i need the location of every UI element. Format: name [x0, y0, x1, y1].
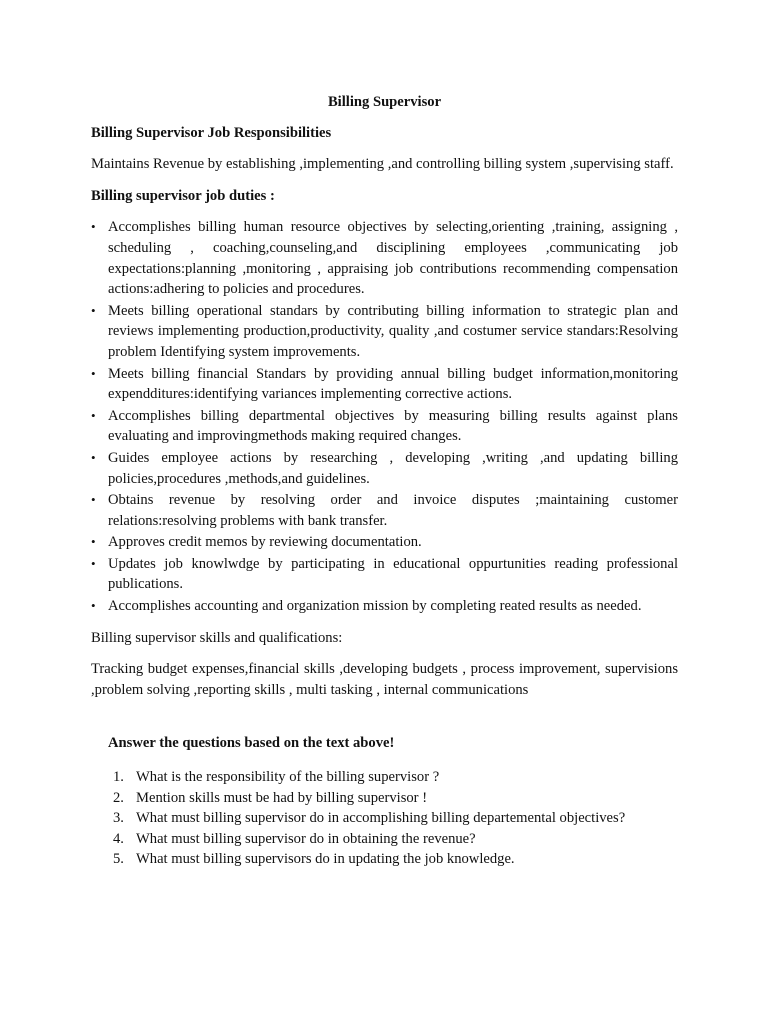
bullet-icon: • — [91, 302, 96, 318]
document-title: Billing Supervisor — [327, 94, 442, 110]
section-spacer — [91, 711, 678, 733]
duty-text: Meets billing financial Standars by providing annual billing budget information,monitoring expendditures:identifying variances implementing corrective actions. — [108, 365, 678, 403]
question-number: 1. — [113, 769, 124, 786]
duty-text: Approves credit memos by reviewing documentation. — [108, 534, 422, 551]
duty-text: Accomplishes billing departmental objectives by measuring billing results against plans evaluating and improvingmethods making required changes. — [108, 407, 678, 445]
question-number: 2. — [113, 789, 124, 806]
questions-heading: Answer the questions based on the text above! — [108, 735, 395, 752]
question-text: Mention skills must be had by billing supervisor ! — [136, 789, 428, 806]
duty-text: Guides employee actions by researching , developing ,writing ,and updating billing policies,procedures ,methods,and guidelines. — [108, 449, 678, 487]
list-item — [91, 364, 678, 405]
responsibilities-heading: Billing Supervisor Job Responsibilities — [91, 124, 332, 141]
responsibilities-text: Maintains Revenue by establishing ,implementing ,and controlling billing system ,supervising staff. — [91, 156, 674, 173]
duty-text: Updates job knowlwdge by participating in educational oppurtunities reading professional publications. — [108, 555, 678, 593]
list-item — [91, 448, 678, 489]
list-item — [91, 532, 678, 553]
bullet-icon: • — [91, 555, 96, 571]
bullet-icon: • — [91, 598, 96, 614]
list-item — [91, 849, 678, 870]
duty-text: Accomplishes billing human resource objectives by selecting,orienting ,training, assigning , scheduling , coaching,counseling,and disciplining employees ,communicating job expectations:planning ,monitoring , appraising job contributions recommending compensation actions:adhering to policies and procedures. — [108, 219, 678, 298]
duties-heading: Billing supervisor job duties : — [91, 187, 275, 204]
skills-text: Tracking budget expenses,financial skills ,developing budgets , process improvement, supervisions ,problem solving ,reporting skills , multi tasking , internal communications — [91, 661, 678, 698]
list-item — [91, 217, 678, 299]
question-number: 4. — [113, 830, 124, 847]
list-item — [91, 788, 678, 809]
list-item — [91, 301, 678, 363]
question-text: What must billing supervisor do in obtaining the revenue? — [136, 830, 476, 847]
list-item — [91, 829, 678, 850]
list-item — [91, 554, 678, 595]
duty-text: Obtains revenue by resolving order and invoice disputes ;maintaining customer relations:resolving problems with bank transfer. — [108, 492, 678, 529]
question-text: What is the responsibility of the billing supervisor ? — [136, 769, 440, 786]
bullet-icon: • — [91, 449, 96, 465]
bullet-icon: • — [91, 365, 96, 381]
list-item — [91, 406, 678, 447]
bullet-icon: • — [91, 219, 96, 235]
bullet-icon: • — [91, 492, 96, 508]
question-number: 3. — [113, 810, 124, 827]
duty-text: Meets billing operational standars by contributing billing information to strategic plan and reviews implementing production,productivity, quality ,and costumer service standars:Resolving problem Identifying system improvements. — [108, 302, 678, 360]
list-item — [91, 596, 678, 617]
list-item — [91, 490, 678, 531]
bullet-icon: • — [91, 407, 96, 423]
question-number: 5. — [113, 851, 124, 868]
question-text: What must billing supervisors do in updating the job knowledge. — [136, 851, 515, 868]
bullet-icon: • — [91, 534, 96, 550]
duties-list — [91, 217, 678, 616]
skills-heading: Billing supervisor skills and qualifications: — [91, 629, 343, 646]
list-item — [91, 808, 678, 829]
question-text: What must billing supervisor do in accomplishing billing departemental objectives? — [136, 810, 626, 827]
duty-text: Accomplishes accounting and organization mission by completing reated results as needed. — [108, 598, 642, 615]
questions-list — [91, 767, 678, 870]
list-item — [91, 767, 678, 788]
